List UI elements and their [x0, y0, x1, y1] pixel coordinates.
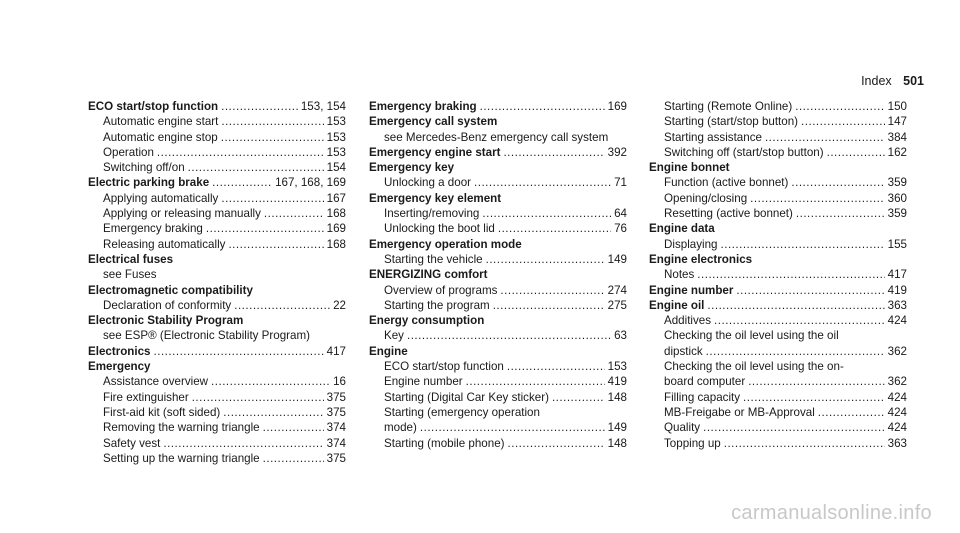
index-entry-heading: [88, 283, 346, 298]
index-entry: [649, 99, 907, 114]
page-reference[interactable]: 359: [887, 176, 907, 190]
page-reference[interactable]: 374: [326, 436, 346, 450]
entry-text: Engine bonnet: [649, 161, 730, 175]
index-entry-heading: [649, 298, 907, 313]
entry-text: Starting (mobile phone): [384, 436, 505, 450]
entry-text: Applying or releasing manually: [103, 207, 261, 221]
index-entry: [649, 191, 907, 206]
dot-leader: [500, 283, 604, 298]
index-entry: [649, 390, 907, 405]
dot-leader: [157, 145, 324, 160]
dot-leader: [697, 267, 884, 282]
page-reference[interactable]: 362: [887, 344, 907, 358]
page-reference[interactable]: 64: [614, 207, 627, 221]
index-entry: [88, 237, 346, 252]
entry-text: see Mercedes-Benz emergency call system: [384, 130, 609, 144]
index-entry: [649, 359, 907, 374]
page-reference[interactable]: 419: [607, 375, 627, 389]
index-entry-heading: [88, 313, 346, 328]
dot-leader: [796, 206, 885, 221]
dot-leader: [188, 160, 324, 175]
entry-text: Resetting (active bonnet): [664, 207, 793, 221]
page-reference[interactable]: 375: [326, 405, 346, 419]
dot-leader: [703, 420, 885, 435]
index-entry: [369, 420, 627, 435]
entry-text: Electromagnetic compatibility: [88, 283, 253, 297]
dot-leader: [748, 374, 884, 389]
dot-leader: [221, 130, 324, 145]
page-reference[interactable]: 167, 168, 169: [275, 176, 346, 190]
dot-leader: [736, 283, 884, 298]
index-entry: [88, 206, 346, 221]
index-entry: [649, 420, 907, 435]
entry-text: Engine electronics: [649, 252, 753, 266]
dot-leader: [743, 390, 885, 405]
index-entry: [369, 359, 627, 374]
entry-text: Electronics: [88, 344, 151, 358]
page-reference[interactable]: 384: [887, 130, 907, 144]
page-reference[interactable]: 169: [326, 222, 346, 236]
dot-leader: [507, 359, 605, 374]
page-reference[interactable]: 417: [326, 344, 346, 358]
index-entry: [88, 390, 346, 405]
entry-text: Function (active bonnet): [664, 176, 789, 190]
index-entry: [369, 374, 627, 389]
dot-leader: [750, 191, 885, 206]
dot-leader: [765, 130, 885, 145]
index-entry-heading: [649, 252, 907, 267]
entry-text: Fire extinguisher: [103, 390, 189, 404]
index-entry-heading: [369, 237, 627, 252]
index-entry: [88, 405, 346, 420]
entry-text: Topping up: [664, 436, 721, 450]
entry-text: Removing the warning triangle: [103, 421, 260, 435]
dot-leader: [263, 451, 324, 466]
entry-text: Checking the oil level using the oil: [664, 329, 839, 343]
page-header: [861, 74, 924, 88]
page-reference[interactable]: 362: [887, 375, 907, 389]
index-entry: [649, 436, 907, 451]
page-reference[interactable]: 155: [887, 237, 907, 251]
index-entry: [88, 298, 346, 313]
entry-text: ECO start/stop function: [88, 100, 219, 113]
index-entry-heading: [369, 99, 627, 114]
entry-text: Starting (Remote Online): [664, 100, 793, 113]
entry-text: Starting (Digital Car Key sticker): [384, 390, 549, 404]
page-reference[interactable]: 154: [326, 161, 346, 175]
dot-leader: [211, 374, 330, 389]
page-reference[interactable]: 22: [333, 298, 346, 312]
dot-leader: [707, 298, 884, 313]
index-entry-heading: [88, 99, 346, 114]
index-entry: [369, 283, 627, 298]
dot-leader: [503, 145, 604, 160]
index-entry: [649, 114, 907, 129]
entry-text: Emergency key: [369, 161, 455, 175]
index-entry: [369, 206, 627, 221]
dot-leader: [234, 298, 330, 313]
index-entry: [649, 267, 907, 282]
entry-text: Opening/closing: [664, 191, 748, 205]
dot-leader: [480, 99, 605, 114]
dot-leader: [263, 420, 324, 435]
dot-leader: [493, 298, 605, 313]
index-entry-heading: [369, 114, 627, 129]
entry-text: Switching off (start/stop button): [664, 145, 824, 159]
dot-leader: [221, 191, 323, 206]
dot-leader: [212, 175, 272, 190]
index-entry: [88, 436, 346, 451]
index-entry-heading: [649, 160, 907, 175]
dot-leader: [420, 420, 605, 435]
index-entry: [369, 252, 627, 267]
entry-text: Inserting/removing: [384, 207, 480, 221]
index-entry: [649, 405, 907, 420]
entry-text: Electrical fuses: [88, 252, 174, 266]
index-entry: [88, 130, 346, 145]
index-entry: [649, 374, 907, 389]
page-reference[interactable]: 167: [326, 191, 346, 205]
dot-leader: [795, 99, 884, 114]
index-entry: [88, 420, 346, 435]
dot-leader: [801, 114, 885, 129]
entry-text: Filling capacity: [664, 390, 741, 404]
dot-leader: [827, 145, 885, 160]
entry-text: Electronic Stability Program: [88, 314, 244, 328]
dot-leader: [206, 221, 324, 236]
entry-text: Checking the oil level using the on-: [664, 360, 844, 374]
page-reference[interactable]: 153: [326, 115, 346, 129]
index-column-2: [369, 99, 627, 451]
index-heading: Index: [861, 74, 892, 88]
entry-text: Automatic engine stop: [103, 130, 218, 144]
index-entry: [649, 344, 907, 359]
dot-leader: [228, 237, 323, 252]
page-reference[interactable]: 363: [887, 436, 907, 450]
dot-leader: [407, 328, 611, 343]
index-entry: [649, 313, 907, 328]
index-entry: [649, 145, 907, 160]
entry-text: see Fuses: [103, 268, 157, 282]
page-reference[interactable]: 147: [887, 115, 907, 129]
entry-text: dipstick: [664, 344, 703, 358]
index-entry: [88, 114, 346, 129]
entry-text: Emergency key element: [369, 191, 502, 205]
index-entry-heading: [649, 221, 907, 236]
dot-leader: [163, 436, 323, 451]
page-reference[interactable]: 149: [607, 252, 627, 266]
dot-leader: [552, 390, 605, 405]
page-reference[interactable]: 424: [887, 390, 907, 404]
entry-text: Starting the program: [384, 298, 490, 312]
page-reference[interactable]: 274: [607, 283, 627, 297]
entry-text: Releasing automatically: [103, 237, 226, 251]
page-reference[interactable]: 363: [887, 298, 907, 312]
entry-text: Emergency call system: [369, 115, 498, 129]
index-entry-heading: [369, 160, 627, 175]
entry-text: Starting the vehicle: [384, 252, 483, 266]
index-entry: [88, 160, 346, 175]
dot-leader: [466, 374, 605, 389]
entry-text: Additives: [664, 314, 712, 328]
entry-text: Quality: [664, 421, 701, 435]
index-entry: [88, 145, 346, 160]
dot-leader: [498, 221, 611, 236]
dot-leader: [721, 237, 885, 252]
entry-text: Overview of programs: [384, 283, 498, 297]
dot-leader: [714, 313, 885, 328]
index-entry-heading: [88, 252, 346, 267]
dot-leader: [192, 390, 324, 405]
index-entry: [649, 328, 907, 343]
index-entry: [369, 405, 627, 420]
page-reference[interactable]: 169: [607, 100, 627, 113]
page-reference[interactable]: 153, 154: [300, 100, 346, 113]
dot-leader: [818, 405, 885, 420]
index-entry: [369, 436, 627, 451]
index-entry-heading: [649, 283, 907, 298]
dot-leader: [486, 252, 605, 267]
index-entry: [369, 221, 627, 236]
entry-text: Starting assistance: [664, 130, 762, 144]
index-entry: [649, 237, 907, 252]
index-entry-heading: [88, 175, 346, 190]
dot-leader: [791, 175, 884, 190]
entry-text: Automatic engine start: [103, 115, 219, 129]
entry-text: Emergency operation mode: [369, 237, 522, 251]
dot-leader: [706, 344, 885, 359]
entry-text: Engine oil: [649, 298, 705, 312]
dot-leader: [264, 206, 324, 221]
index-entry-heading: [369, 191, 627, 206]
entry-text: Starting (emergency operation: [384, 405, 540, 419]
entry-text: Emergency: [88, 360, 151, 374]
index-entry-heading: [88, 359, 346, 374]
entry-text: Emergency braking: [369, 100, 477, 113]
index-column-1: [88, 99, 346, 466]
page-reference[interactable]: 153: [607, 360, 627, 374]
entry-text: Assistance overview: [103, 375, 209, 389]
index-entry-heading: [369, 267, 627, 282]
page-reference[interactable]: 63: [614, 329, 627, 343]
index-entry: [369, 298, 627, 313]
entry-text: Electric parking brake: [88, 176, 210, 190]
index-entry: [369, 130, 627, 145]
index-entry-heading: [369, 145, 627, 160]
page-reference[interactable]: 275: [607, 298, 627, 312]
entry-text: Notes: [664, 268, 695, 282]
page-reference[interactable]: 162: [887, 145, 907, 159]
index-entry-heading: [88, 344, 346, 359]
entry-text: Operation: [103, 145, 154, 159]
dot-leader: [221, 99, 298, 114]
entry-text: Engine data: [649, 222, 715, 236]
dot-leader: [221, 114, 323, 129]
page-reference[interactable]: 168: [326, 237, 346, 251]
index-entry-heading: [369, 313, 627, 328]
entry-text: ECO start/stop function: [384, 360, 504, 374]
entry-text: mode): [384, 421, 417, 435]
index-entry: [649, 175, 907, 190]
dot-leader: [474, 175, 611, 190]
entry-text: Unlocking the boot lid: [384, 222, 495, 236]
index-entry: [88, 374, 346, 389]
page-reference[interactable]: 359: [887, 207, 907, 221]
entry-text: Switching off/on: [103, 161, 185, 175]
index-entry: [649, 206, 907, 221]
index-entry: [369, 328, 627, 343]
page-reference[interactable]: 424: [887, 421, 907, 435]
entry-text: Declaration of conformity: [103, 298, 232, 312]
entry-text: Key: [384, 329, 404, 343]
entry-text: Emergency engine start: [369, 145, 501, 159]
page-reference[interactable]: 375: [326, 390, 346, 404]
watermark-text: carmanualsonline.info: [731, 502, 932, 524]
index-entry: [88, 191, 346, 206]
index-entry: [369, 175, 627, 190]
entry-text: Engine: [369, 344, 408, 358]
entry-text: Energy consumption: [369, 314, 485, 328]
page-reference[interactable]: 374: [326, 421, 346, 435]
page-reference[interactable]: 71: [614, 176, 627, 190]
page-reference[interactable]: 148: [607, 390, 627, 404]
index-entry: [649, 130, 907, 145]
entry-text: MB-Freigabe or MB-Approval: [664, 405, 815, 419]
page-reference[interactable]: 424: [887, 405, 907, 419]
page-reference[interactable]: 149: [607, 421, 627, 435]
dot-leader: [154, 344, 324, 359]
index-entry: [88, 221, 346, 236]
entry-text: Displaying: [664, 237, 718, 251]
page-reference[interactable]: 419: [887, 283, 907, 297]
entry-text: ENERGIZING comfort: [369, 268, 488, 282]
page-reference[interactable]: 417: [887, 268, 907, 282]
entry-text: First-aid kit (soft sided): [103, 405, 221, 419]
page-reference[interactable]: 375: [326, 451, 346, 465]
index-column-3: [649, 99, 907, 451]
page-reference[interactable]: 168: [326, 207, 346, 221]
entry-text: Safety vest: [103, 436, 161, 450]
entry-text: Emergency braking: [103, 222, 203, 236]
entry-text: Engine number: [649, 283, 734, 297]
page-reference[interactable]: 148: [607, 436, 627, 450]
entry-text: Engine number: [384, 375, 463, 389]
index-entry-heading: [369, 344, 627, 359]
page-reference[interactable]: 392: [607, 145, 627, 159]
dot-leader: [482, 206, 611, 221]
page-reference[interactable]: 153: [326, 130, 346, 144]
page-reference[interactable]: 76: [614, 222, 627, 236]
index-entry: [88, 267, 346, 282]
page-reference[interactable]: 360: [887, 191, 907, 205]
dot-leader: [724, 436, 885, 451]
page-reference[interactable]: 424: [887, 314, 907, 328]
page-reference[interactable]: 153: [326, 145, 346, 159]
entry-text: Unlocking a door: [384, 176, 472, 190]
index-entry: [88, 328, 346, 343]
page-reference[interactable]: 16: [333, 375, 346, 389]
index-entry: [88, 451, 346, 466]
dot-leader: [223, 405, 323, 420]
entry-text: see ESP® (Electronic Stability Program): [103, 329, 310, 343]
entry-text: Applying automatically: [103, 191, 219, 205]
page-reference[interactable]: 150: [887, 100, 907, 113]
entry-text: Starting (start/stop button): [664, 115, 799, 129]
page-number: 501: [903, 74, 924, 88]
entry-text: board computer: [664, 375, 746, 389]
entry-text: Setting up the warning triangle: [103, 451, 260, 465]
index-entry: [369, 390, 627, 405]
dot-leader: [508, 436, 605, 451]
